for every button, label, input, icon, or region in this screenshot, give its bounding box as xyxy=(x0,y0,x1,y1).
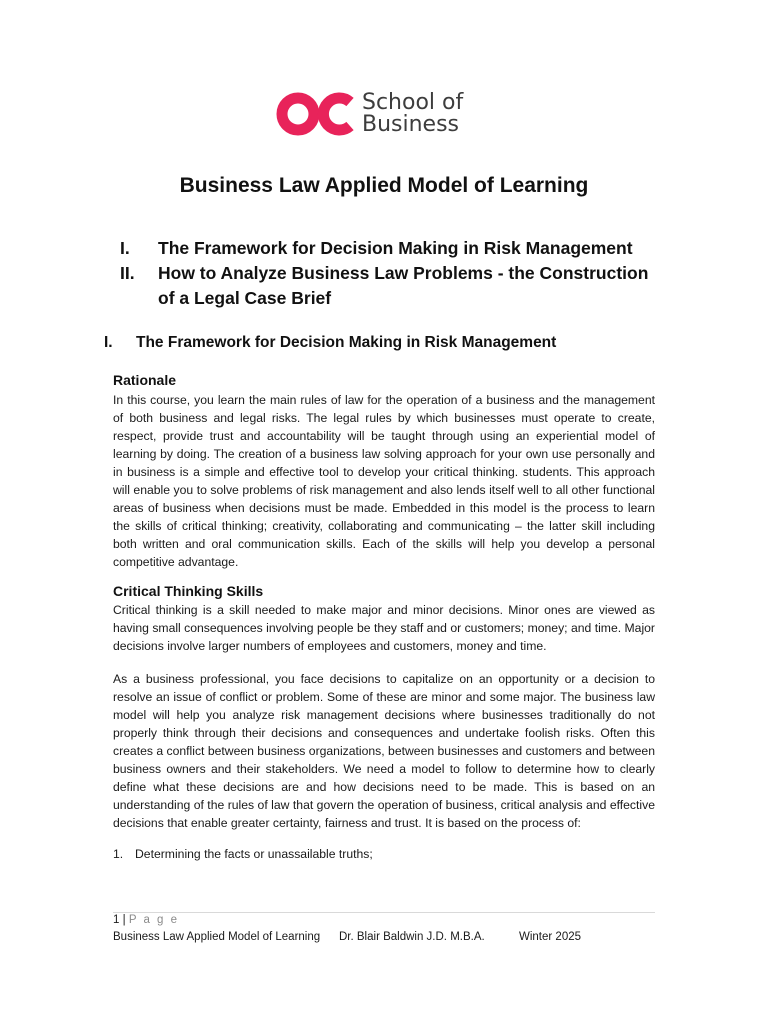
critical-thinking-heading: Critical Thinking Skills xyxy=(113,583,264,599)
toc-text: How to Analyze Business Law Problems - the Construction of a Legal Case Brief xyxy=(158,263,649,308)
toc-item xyxy=(120,261,660,311)
logo-line-1: School of xyxy=(362,90,464,115)
footer-term: Winter 2025 xyxy=(519,931,582,943)
critical-thinking-paragraph-2: As a business professional, you face decisions to capitalize on an opportunity or a decision to resolve an issue of conflict or problem. Some of these are minor and some major. The business law model will help you analyze risk management decisions where businesses traditionally do not properly think through their decisions and consequences and undertake foolish risks. Often this creates a conflict between business organizations, between businesses and customers and between business owners and their stakeholders. We need a model to follow to determine how to clearly define what these decisions are and how decisions need to be made. This is based on an understanding of the rules of law that govern the operation of business, critical analysis and effective decisions that enable greater certainty, fairness and trust. It is based on the process of: xyxy=(113,672,655,830)
list-number: 1. xyxy=(113,847,124,861)
critical-thinking-paragraph-1: Critical thinking is a skill needed to make major and minor decisions. Minor ones are viewed as having small consequences involving people be they staff and or customers; money; and time. Major decisions involve larger numbers of employees and customers, money and time. xyxy=(113,603,655,653)
footer-divider xyxy=(113,912,655,913)
page-label: P a g e xyxy=(128,914,180,926)
logo-wordmark xyxy=(362,92,463,136)
toc-item xyxy=(120,236,660,261)
rationale-paragraph: In this course, you learn the main rules of law for the operation of a business and the management of both business and legal risks. The legal rules by which businesses must operate to create, respect, provide trust and accountability will be taught through using an experiential model of learning by doing. The creation of a business law solving approach for your own use personally and in business is a simple and effective tool to develop your critical thinking. students. This approach will enable you to solve problems of risk management and also lends itself well to all other functional areas of business when decisions must be made. Embedded in this model is the process to learn the skills of critical thinking; creativity, collaborating and communicating – the latter skill including both written and oral communication skills. Each of the skills will help you develop a personal competitive advantage. xyxy=(113,393,655,569)
list-text: Determining the facts or unassailable truths; xyxy=(135,847,373,861)
section-heading xyxy=(104,334,556,352)
section-title: The Framework for Decision Making in Risk Management xyxy=(136,334,557,351)
section-number: I. xyxy=(104,334,113,351)
page-separator: | xyxy=(122,914,126,926)
document-title: Business Law Applied Model of Learning xyxy=(179,174,589,197)
list-item xyxy=(113,845,373,863)
table-of-contents xyxy=(120,236,660,311)
school-logo xyxy=(276,90,463,138)
oc-logo-mark-icon xyxy=(276,90,354,138)
logo-line-2: Business xyxy=(362,112,460,137)
toc-number: I. xyxy=(120,238,130,258)
rationale-heading: Rationale xyxy=(113,372,177,388)
page-number: 1 xyxy=(113,914,120,926)
footer-author: Dr. Blair Baldwin J.D. M.B.A. xyxy=(339,931,485,943)
toc-text: The Framework for Decision Making in Risk Management xyxy=(158,238,633,258)
footer-doc-name: Business Law Applied Model of Learning xyxy=(113,931,321,943)
toc-number: II. xyxy=(120,263,135,283)
footer-page-number xyxy=(113,914,179,926)
